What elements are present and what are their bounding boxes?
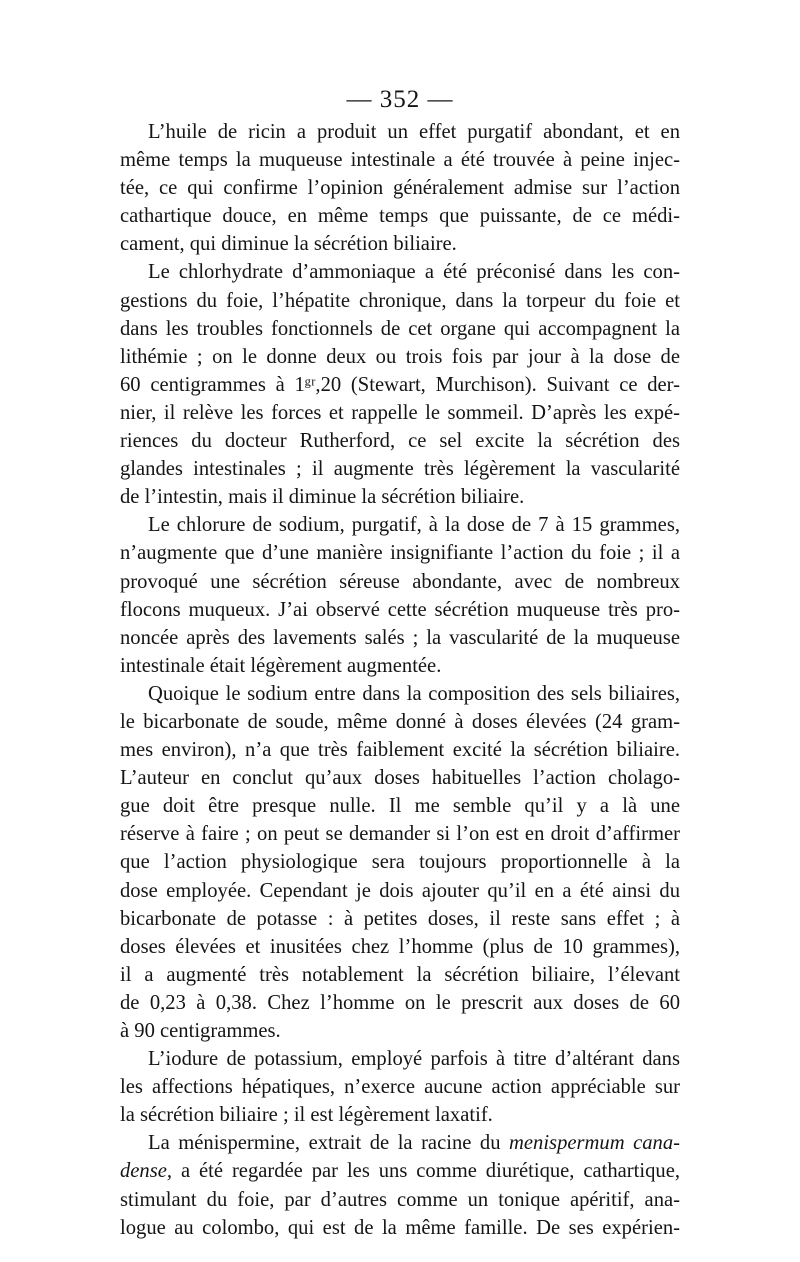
text-line: L’iodure de potassium, employé parfois à titre d’altérant dans [148,1048,680,1071]
text-line: lithémie ; on le donne deux ou trois fois par jour à la dose de [120,345,680,368]
species-name: dense, [120,1160,173,1183]
text-line: Le chlorure de sodium, purgatif, à la dose de 7 à 15 grammes, [148,514,680,537]
text-line: les affections hépatiques, n’exerce aucune action appréciable sur [120,1076,680,1099]
text-line: réserve à faire ; on peut se demander si l’on est en droit d’affirmer [120,823,680,846]
text-line [120,1157,680,1185]
text-line: la sécrétion biliaire ; il est légèrement laxatif. [120,1104,493,1127]
text-line: provoqué une sécrétion séreuse abondante, avec de nombreux [120,570,680,593]
text-line: nier, il relève les forces et rappelle le sommeil. D’après les expé- [120,401,680,424]
text-line: de l’intestin, mais il diminue la sécrétion biliaire. [120,486,525,509]
text-line: dose employée. Cependant je dois ajouter qu’il en a été ainsi du [120,879,680,902]
text-line: il a augmenté très notablement la sécrétion biliaire, l’élevant [120,963,680,986]
text-line: L’auteur en conclut qu’aux doses habituelles l’action cholago- [120,767,680,790]
paragraph-menispermine [120,1129,680,1241]
text-run: a été regardée par les uns comme diurétique, cathartique, [172,1160,680,1183]
text-line: flocons muqueux. J’ai observé cette sécrétion muqueuse très pro- [120,598,680,621]
text-line: le bicarbonate de soude, même donné à doses élevées (24 gram- [120,710,680,733]
text-line: gestions du foie, l’hépatite chronique, dans la torpeur du foie et [120,289,680,312]
text-line [120,1129,680,1157]
text-line: cathartique douce, en même temps que puissante, de ce médi- [120,205,680,228]
text-line: dans les troubles fonctionnels de cet organe qui accompagnent la [120,317,680,340]
text-line: de 0,23 à 0,38. Chez l’homme on le prescrit aux doses de 60 [120,991,680,1014]
paragraph-sodium-chloride [120,511,680,680]
text-line: Le chlorhydrate d’ammoniaque a été préconisé dans les con- [148,261,680,284]
text-line: cament, qui diminue la sécrétion biliaire. [120,233,457,256]
paragraph-potassium-iodide [120,1045,680,1129]
page-number: — 352 — [346,86,454,113]
text-line: doses élevées et inusitées chez l’homme (plus de 10 grammes), [120,935,680,958]
paragraph-bicarbonate [120,680,680,1045]
text-line: gue doit être presque nulle. Il me semble qu’il y a là une [120,795,680,818]
text-line: riences du docteur Rutherford, ce sel excite la sécrétion des [120,430,680,453]
text-line: logue au colombo, qui est de la même famille. De ses expérien- [120,1216,680,1239]
text-line: bicarbonate de potasse : à petites doses, il reste sans effet ; à [120,907,680,930]
text-line: tée, ce qui confirme l’opinion généralement admise sur l’action [120,177,680,200]
text-line: glandes intestinales ; il augmente très légèrement la vascularité [120,458,680,481]
text-line: même temps la muqueuse intestinale a été trouvée à peine injec- [120,149,680,172]
text-line: Quoique le sodium entre dans la composition des sels biliaires, [148,682,680,705]
text-line: stimulant du foie, par d’autres comme un tonique apéritif, ana- [120,1188,680,1211]
paragraph-ammonium-chloride [120,258,680,511]
text-line: n’augmente que d’une manière insignifiante l’action du foie ; il a [120,542,680,565]
text-line: noncée après des lavements salés ; la vascularité de la muqueuse [120,626,680,649]
text-line: 60 centigrammes à 1ᵍʳ,20 (Stewart, Murchison). Suivant ce der- [120,373,680,396]
text-line: à 90 centigrammes. [120,1020,281,1042]
body-text [120,118,680,1242]
text-run: La ménispermine, extrait de la racine du [148,1132,510,1155]
text-line: L’huile de ricin a produit un effet purgatif abondant, et en [148,121,680,143]
paragraph-castor-oil [120,118,680,258]
text-line: que l’action physiologique sera toujours proportionnelle à la [120,851,680,874]
species-name: menispermum cana- [509,1132,680,1155]
text-line: mes environ), n’a que très faiblement excité la sécrétion biliaire. [120,739,680,762]
text-line: intestinale était légèrement augmentée. [120,654,442,677]
